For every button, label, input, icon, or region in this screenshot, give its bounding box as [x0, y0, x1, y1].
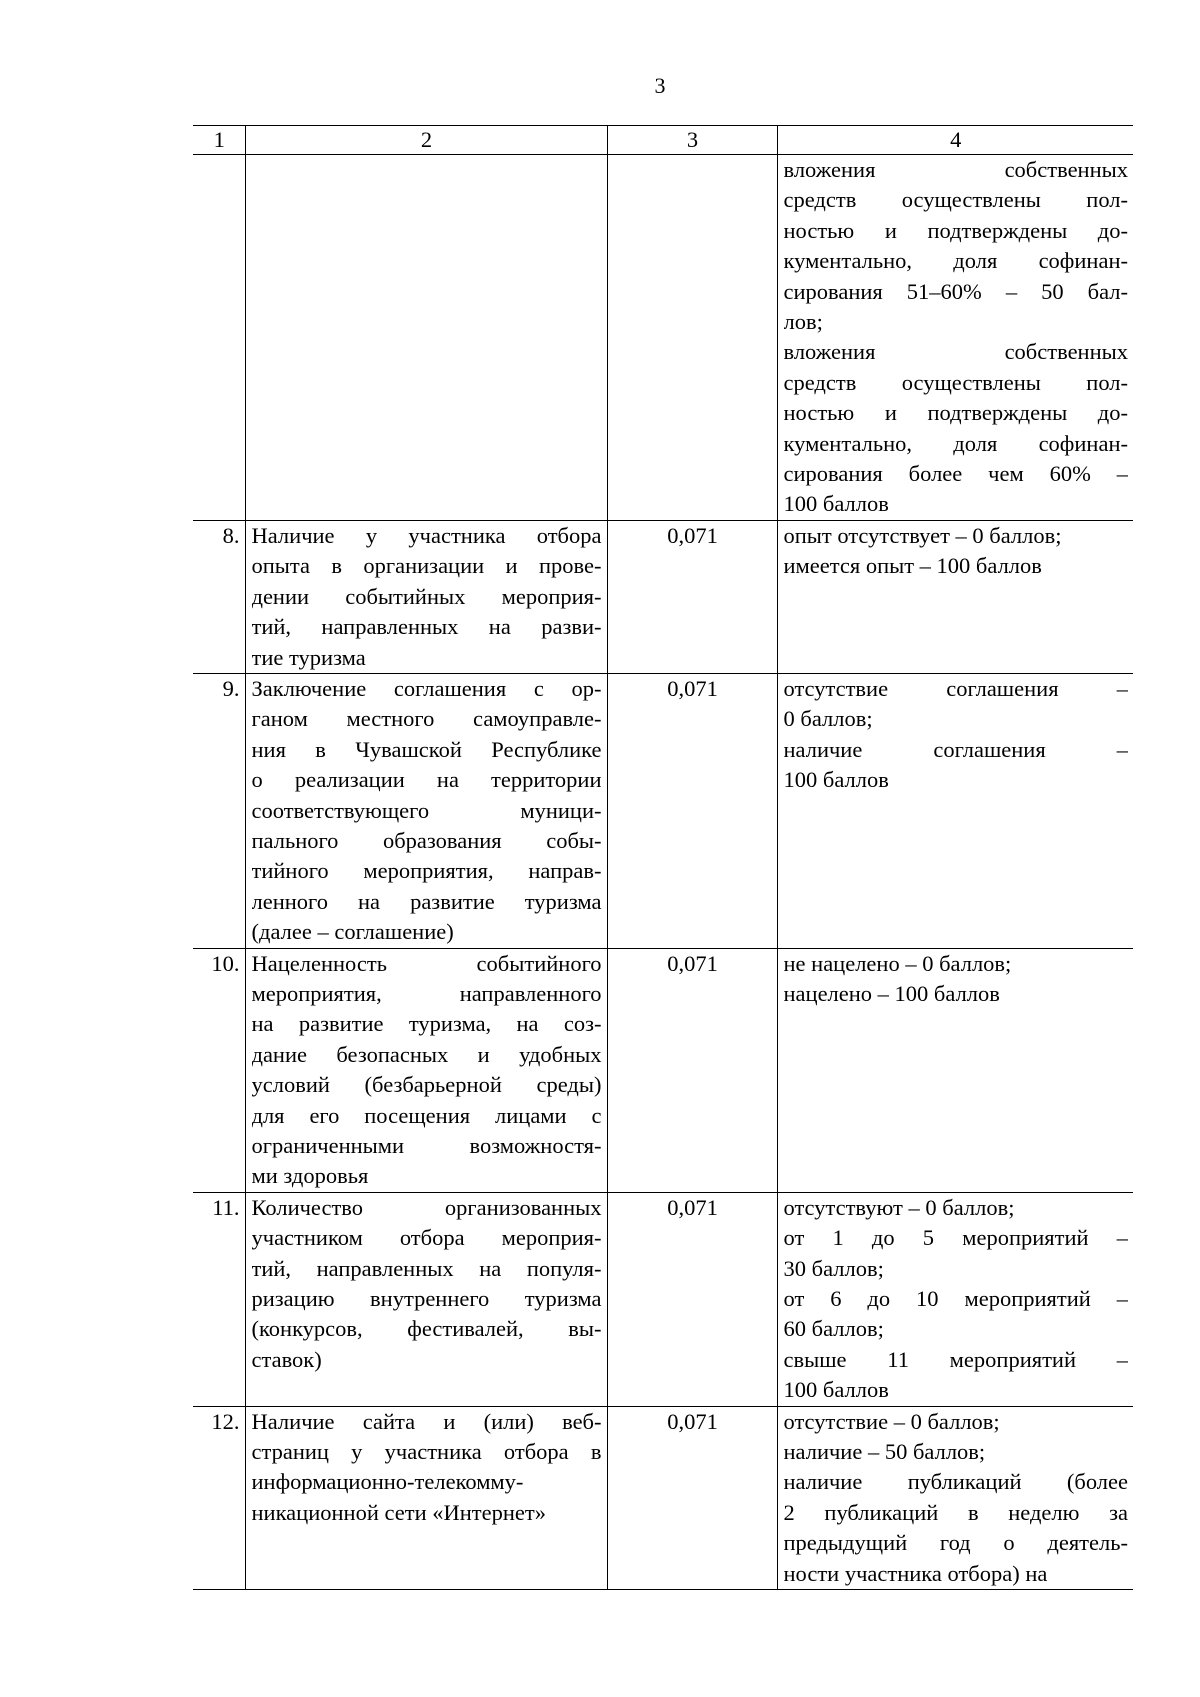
table-row: [193, 1192, 1133, 1406]
criterion-name: [245, 948, 607, 1192]
criterion-name-line: тие туризма: [251, 644, 366, 670]
criterion-name-line: условий (безбарьерной среды): [251, 1072, 602, 1098]
criterion-scale: [777, 948, 1133, 1192]
scale-paragraph: [784, 521, 1129, 551]
scale-paragraph: [784, 337, 1129, 519]
table-row: [193, 673, 1133, 948]
criterion-number: 12.: [193, 1406, 245, 1589]
criteria-table: [193, 125, 1133, 1590]
scale-paragraph: [784, 155, 1129, 337]
scale-paragraph: [784, 1223, 1129, 1284]
scale-line: 100 баллов: [783, 491, 889, 517]
page-number: 3: [654, 73, 666, 98]
column-header-2: 2: [245, 126, 607, 155]
scale-paragraph: [784, 1407, 1129, 1437]
criterion-name-line: Наличие сайта и (или) веб-: [251, 1408, 602, 1434]
scale-line: наличие соглашения –: [783, 736, 1128, 762]
criterion-number: 10.: [193, 948, 245, 1192]
scale-line: 30 баллов;: [783, 1255, 884, 1281]
scale-line: 60 баллов;: [783, 1316, 884, 1342]
criterion-scale: [777, 1192, 1133, 1406]
scale-line: от 6 до 10 мероприятий –: [783, 1286, 1128, 1312]
criterion-name-line: тий, направленных на популя-: [251, 1255, 602, 1281]
scale-line: наличие – 50 баллов;: [783, 1439, 986, 1465]
criterion-name-line: Заключение соглашения с ор-: [251, 675, 602, 701]
scale-paragraph: [784, 551, 1129, 581]
scale-line: ностью и подтверждены до-: [783, 217, 1128, 243]
criterion-weight: 0,071: [607, 520, 777, 673]
criterion-name-line: никационной сети «Интернет»: [251, 1499, 546, 1525]
criterion-name-line: ставок): [251, 1346, 322, 1372]
scale-line: опыт отсутствует – 0 баллов;: [783, 522, 1062, 548]
table-row: [193, 1406, 1133, 1589]
scale-line: предыдущий год о деятель-: [783, 1530, 1128, 1556]
criterion-number: 9.: [193, 673, 245, 948]
scale-line: имеется опыт – 100 баллов: [783, 553, 1042, 579]
criterion-name-line: ния в Чувашской Республике: [251, 736, 602, 762]
scale-paragraph: [784, 1193, 1129, 1223]
scale-paragraph: [784, 1345, 1129, 1406]
criterion-name-line: участником отбора мероприя-: [251, 1225, 602, 1251]
table-row: [193, 948, 1133, 1192]
scale-line: лов;: [783, 309, 823, 335]
scale-line: свыше 11 мероприятий –: [783, 1346, 1128, 1372]
scale-paragraph: [784, 674, 1129, 735]
column-header-1: 1: [193, 126, 245, 155]
criterion-name-line: на развитие туризма, на соз-: [251, 1011, 602, 1037]
criterion-name-line: ризацию внутреннего туризма: [251, 1286, 602, 1312]
criterion-weight: 0,071: [607, 673, 777, 948]
criterion-name-line: ограниченными возможностя-: [251, 1133, 602, 1158]
column-header-4: 4: [777, 126, 1133, 155]
scale-paragraph: [784, 735, 1129, 796]
scale-line: 0 баллов;: [783, 706, 873, 732]
criterion-name-line: Количество организованных: [251, 1194, 602, 1220]
criterion-number: 8.: [193, 520, 245, 673]
criterion-name-line: пального образования собы-: [251, 827, 602, 853]
scale-line: 2 публикаций в неделю за: [783, 1499, 1128, 1525]
criterion-name-line: тий, направленных на разви-: [251, 614, 602, 640]
criterion-weight: 0,071: [607, 948, 777, 1192]
scale-line: кументально, доля софинан-: [783, 430, 1128, 456]
criterion-name: [245, 520, 607, 673]
criterion-name-line: Наличие у участника отбора: [251, 522, 602, 548]
scale-line: не нацелено – 0 баллов;: [783, 950, 1012, 976]
scale-line: сирования 51–60% – 50 бал-: [783, 278, 1128, 304]
scale-line: средств осуществлены пол-: [783, 187, 1128, 213]
criterion-name: [245, 1406, 607, 1589]
scale-line: вложения собственных: [783, 157, 1128, 182]
scale-line: кументально, доля софинан-: [783, 248, 1128, 274]
criterion-name-line: соответствующего муници-: [251, 797, 602, 823]
criterion-name-line: страниц у участника отбора в: [251, 1439, 602, 1465]
criterion-weight: 0,071: [607, 1192, 777, 1406]
table-row: [193, 520, 1133, 673]
criterion-name-line: дание безопасных и удобных: [251, 1041, 602, 1067]
criterion-weight: [607, 155, 777, 521]
criterion-name-line: о реализации на территории: [251, 767, 602, 793]
scale-line: наличие публикаций (более: [783, 1469, 1128, 1495]
table-header-row: [193, 126, 1133, 155]
criterion-name-line: (конкурсов, фестивалей, вы-: [251, 1316, 602, 1342]
criterion-name-line: ми здоровья: [251, 1163, 369, 1189]
criterion-name-line: мероприятия, направленного: [251, 980, 602, 1006]
scale-line: отсутствие соглашения –: [783, 675, 1128, 701]
scale-paragraph: [784, 1437, 1129, 1467]
scale-line: нацелено – 100 баллов: [783, 980, 1000, 1006]
criterion-scale: [777, 155, 1133, 521]
criterion-name-line: информационно-телекомму-: [251, 1469, 524, 1495]
scale-line: средств осуществлены пол-: [783, 369, 1128, 395]
scale-line: от 1 до 5 мероприятий –: [783, 1225, 1128, 1251]
criterion-name-line: (далее – соглашение): [251, 919, 454, 945]
scale-line: вложения собственных: [783, 339, 1128, 365]
scale-line: отсутствуют – 0 баллов;: [783, 1194, 1015, 1220]
table-body: [193, 155, 1133, 1590]
criterion-name: [245, 155, 607, 521]
scale-line: сирования более чем 60% –: [783, 461, 1128, 487]
scale-paragraph: [784, 949, 1129, 979]
criterion-name-line: для его посещения лицами с: [251, 1102, 602, 1128]
criterion-name-line: ганом местного самоуправле-: [251, 706, 602, 732]
criterion-scale: [777, 520, 1133, 673]
scale-line: отсутствие – 0 баллов;: [783, 1408, 1000, 1434]
scale-line: ности участника отбора) на: [783, 1560, 1048, 1586]
criterion-scale: [777, 673, 1133, 948]
criterion-weight: 0,071: [607, 1406, 777, 1589]
scale-paragraph: [784, 979, 1129, 1009]
scale-line: ностью и подтверждены до-: [783, 400, 1128, 426]
scale-line: 100 баллов: [783, 1377, 889, 1403]
criterion-name-line: тийного мероприятия, направ-: [251, 858, 602, 884]
column-header-3: 3: [607, 126, 777, 155]
criterion-scale: [777, 1406, 1133, 1589]
criterion-name: [245, 1192, 607, 1406]
scale-paragraph: [784, 1467, 1129, 1589]
scale-line: 100 баллов: [783, 767, 889, 793]
criterion-number: [193, 155, 245, 521]
scale-paragraph: [784, 1284, 1129, 1345]
criterion-name-line: дении событийных мероприя-: [251, 583, 602, 609]
criterion-name-line: Нацеленность событийного: [251, 950, 602, 976]
criterion-name-line: ленного на развитие туризма: [251, 888, 602, 914]
criterion-name: [245, 673, 607, 948]
criterion-name-line: опыта в организации и прове-: [251, 553, 602, 579]
criterion-number: 11.: [193, 1192, 245, 1406]
table-row: [193, 155, 1133, 521]
